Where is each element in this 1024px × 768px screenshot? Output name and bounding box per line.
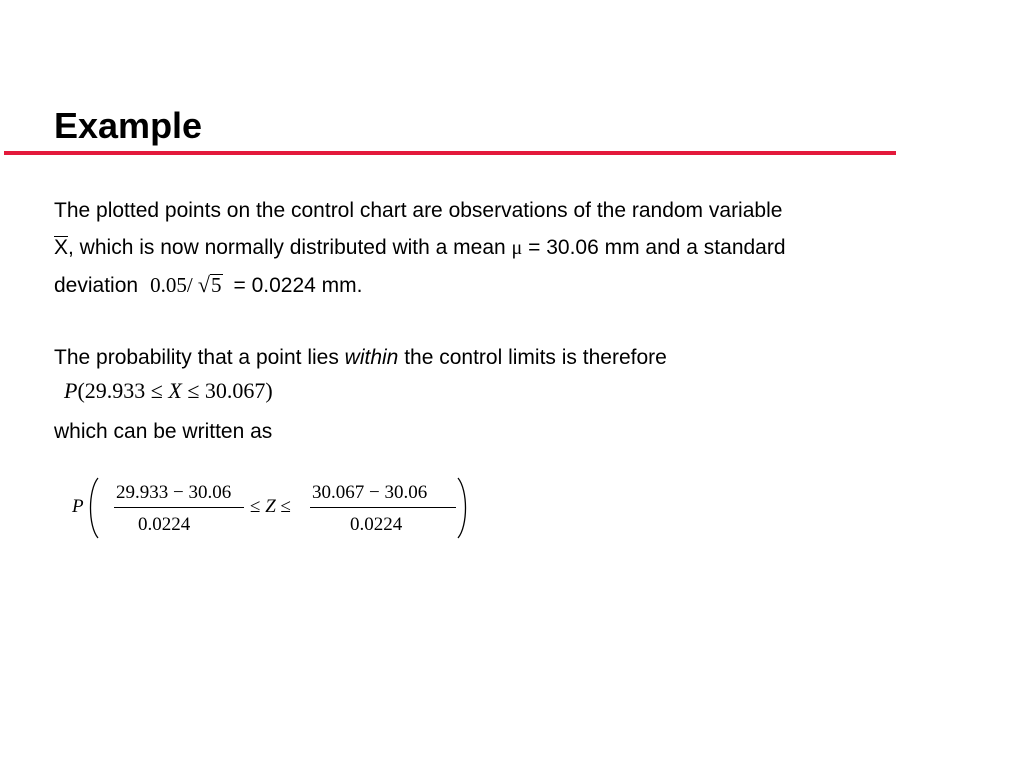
- right-paren-icon: [456, 476, 470, 540]
- title-underline: [4, 151, 896, 155]
- sd-radicand: 5: [210, 273, 222, 297]
- within-emphasis: within: [344, 346, 399, 369]
- right-numerator: 30.067 − 30.06: [312, 482, 428, 503]
- paragraph-probability: [54, 339, 667, 376]
- left-denominator: 0.0224: [138, 514, 191, 535]
- formula-z: Z: [265, 496, 276, 517]
- sd-numerator: 0.05: [150, 273, 187, 297]
- standard-deviation-expression: [150, 273, 223, 297]
- mu-symbol: μ: [511, 237, 523, 259]
- prob-close: ≤ 30.067): [181, 378, 273, 403]
- probability-text-after: the control limits is therefore: [398, 346, 667, 369]
- sd-slash: /: [186, 273, 193, 297]
- formula-leq-right: ≤: [275, 496, 291, 517]
- paragraph-line-3: [54, 266, 786, 303]
- prob-open: (29.933 ≤: [77, 378, 169, 403]
- formula-middle: [250, 496, 291, 518]
- right-fraction-bar: [310, 507, 456, 508]
- probability-text-before: The probability that a point lies: [54, 346, 345, 369]
- paragraph-line-2-text: , which is now normally distributed with a mean: [68, 236, 512, 259]
- slide-title: Example: [54, 105, 203, 146]
- paragraph-distribution: [54, 192, 786, 303]
- formula-p: P: [72, 496, 84, 517]
- prob-p: P: [64, 378, 78, 403]
- x-bar-variable: X: [54, 236, 69, 259]
- paragraph-line-2: [54, 229, 786, 266]
- left-numerator: 29.933 − 30.06: [116, 482, 232, 503]
- sd-result: = 0.0224 mm.: [233, 274, 363, 297]
- formula-leq-left: ≤: [250, 496, 266, 517]
- standardized-probability-formula: [72, 476, 492, 542]
- paragraph-written-as: which can be written as: [54, 420, 273, 443]
- sqrt-symbol: √: [197, 272, 210, 297]
- paragraph-line-1: The plotted points on the control chart are observations of the random variable: [54, 199, 783, 222]
- right-denominator: 0.0224: [350, 514, 403, 535]
- prob-var: X: [168, 378, 182, 403]
- left-paren-icon: [86, 476, 100, 540]
- paragraph-line-2-end: = 30.06 mm and a standard: [522, 236, 786, 259]
- probability-expression: [64, 376, 273, 406]
- deviation-label: deviation: [54, 274, 139, 297]
- left-fraction-bar: [114, 507, 244, 508]
